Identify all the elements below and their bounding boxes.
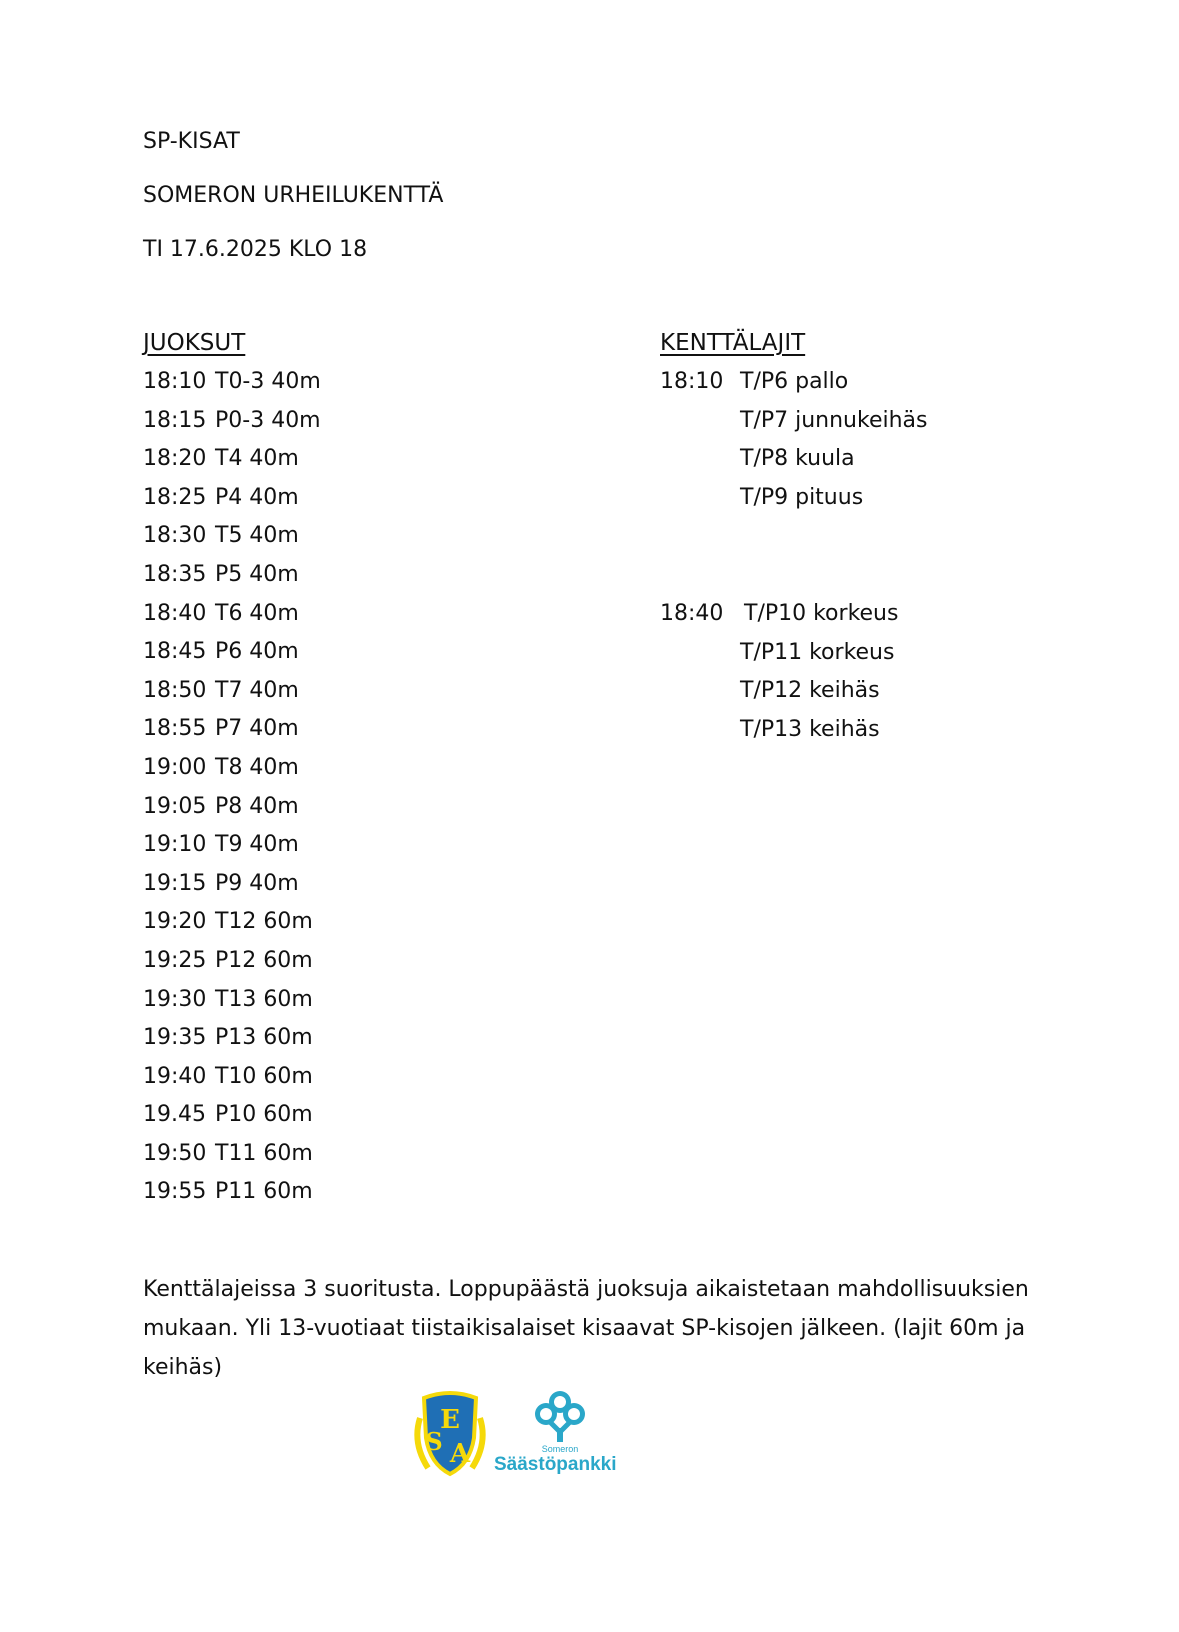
run-row [143, 870, 321, 909]
run-row [143, 600, 321, 639]
field-event: T/P10 korkeus [744, 601, 899, 626]
run-event: P11 60m [215, 1179, 313, 1205]
run-row [143, 715, 321, 754]
run-time: 18:45 [143, 639, 207, 665]
field-row [660, 639, 898, 678]
field-event: T/P13 keihäs [740, 716, 880, 742]
run-row [143, 793, 321, 832]
field-row [660, 368, 927, 407]
run-event: T4 40m [215, 446, 299, 472]
run-event: T10 60m [215, 1063, 313, 1089]
run-time: 19:05 [143, 793, 207, 819]
run-row [143, 445, 321, 484]
run-time: 18:15 [143, 407, 207, 433]
run-row [143, 947, 321, 986]
field-event: T/P9 pituus [740, 484, 864, 510]
run-time: 19:20 [143, 909, 207, 935]
field-event: T/P7 junnukeihäs [740, 407, 928, 433]
field-events-group-1 [660, 368, 927, 522]
run-row [143, 484, 321, 523]
run-time: 19:15 [143, 870, 207, 896]
event-date: TI 17.6.2025 KLO 18 [143, 237, 368, 262]
run-row [143, 677, 321, 716]
run-time: 18:40 [143, 600, 207, 626]
run-row [143, 561, 321, 600]
field-row [660, 484, 927, 523]
field-events-heading: KENTTÄLAJIT [660, 330, 806, 356]
run-event: T7 40m [215, 677, 299, 703]
run-event: P12 60m [215, 947, 313, 973]
run-row [143, 407, 321, 446]
run-event: T5 40m [215, 523, 299, 549]
club-logo-icon [410, 1388, 490, 1480]
run-time: 18:20 [143, 446, 207, 472]
run-row [143, 522, 321, 561]
run-time: 18:25 [143, 484, 207, 510]
event-venue: SOMERON URHEILUKENTTÄ [143, 183, 444, 208]
svg-text:E: E [440, 1405, 460, 1435]
run-row [143, 908, 321, 947]
run-event: P7 40m [215, 716, 299, 742]
field-event: T/P12 keihäs [740, 678, 880, 704]
field-time: 18:10 [660, 369, 724, 394]
event-title: SP-KISAT [143, 129, 240, 154]
field-row [660, 677, 898, 716]
runs-schedule [143, 368, 321, 1217]
run-event: P4 40m [215, 484, 299, 510]
svg-text:S: S [425, 1427, 443, 1456]
run-time: 19:35 [143, 1025, 207, 1051]
bank-tree-icon [530, 1388, 590, 1444]
runs-heading: JUOKSUT [143, 330, 246, 356]
field-row [660, 716, 898, 755]
run-row [143, 986, 321, 1025]
run-event: P5 40m [215, 561, 299, 587]
field-row [660, 445, 927, 484]
field-time: 18:40 [660, 601, 724, 626]
run-event: P13 60m [215, 1025, 313, 1051]
run-event: T13 60m [215, 986, 313, 1012]
run-time: 18:50 [143, 677, 207, 703]
run-row [143, 831, 321, 870]
run-event: T11 60m [215, 1140, 313, 1166]
run-event: P6 40m [215, 639, 299, 665]
run-time: 19:50 [143, 1140, 207, 1166]
info-note: Kenttälajeissa 3 suoritusta. Loppupäästä juoksuja aikaistetaan mahdollisuuksien mukaan. Yli 13-vuotiaat tiistaikisalaiset kisaavat SP-kisojen jälkeen. (lajit 60m ja keihäs) [143, 1277, 1029, 1380]
field-event: T/P8 kuula [740, 446, 855, 472]
field-event: T/P11 korkeus [740, 639, 895, 665]
run-event: T12 60m [215, 909, 313, 935]
run-row [143, 638, 321, 677]
run-time: 18:35 [143, 561, 207, 587]
run-event: T8 40m [215, 754, 299, 780]
run-event: P10 60m [215, 1102, 313, 1128]
run-time: 19:40 [143, 1063, 207, 1089]
run-event: P0-3 40m [215, 407, 321, 433]
run-time: 18:55 [143, 716, 207, 742]
field-events-group-2 [660, 600, 898, 754]
run-time: 19:25 [143, 947, 207, 973]
run-time: 19:00 [143, 754, 207, 780]
run-row [143, 1178, 321, 1217]
run-time: 19:55 [143, 1179, 207, 1205]
svg-text:A: A [449, 1439, 471, 1469]
run-event: T6 40m [215, 600, 299, 626]
run-row [143, 1101, 321, 1140]
sponsor-logos [410, 1388, 617, 1480]
run-row [143, 1063, 321, 1102]
run-time: 19:10 [143, 832, 207, 858]
run-time: 18:30 [143, 523, 207, 549]
bank-name: Säästöpankki [494, 1454, 617, 1475]
run-time: 19.45 [143, 1102, 206, 1128]
run-row [143, 1140, 321, 1179]
field-event: T/P6 pallo [740, 369, 849, 394]
run-event: P9 40m [215, 870, 299, 896]
run-row [143, 368, 321, 407]
run-event: T9 40m [215, 832, 299, 858]
run-time: 19:30 [143, 986, 207, 1012]
field-row [660, 600, 898, 639]
run-time: 18:10 [143, 369, 207, 394]
run-event: T0-3 40m [215, 369, 321, 394]
bank-town: Someron [541, 1444, 579, 1454]
field-row [660, 407, 927, 446]
run-row [143, 1024, 321, 1063]
run-row [143, 754, 321, 793]
run-event: P8 40m [215, 793, 299, 819]
